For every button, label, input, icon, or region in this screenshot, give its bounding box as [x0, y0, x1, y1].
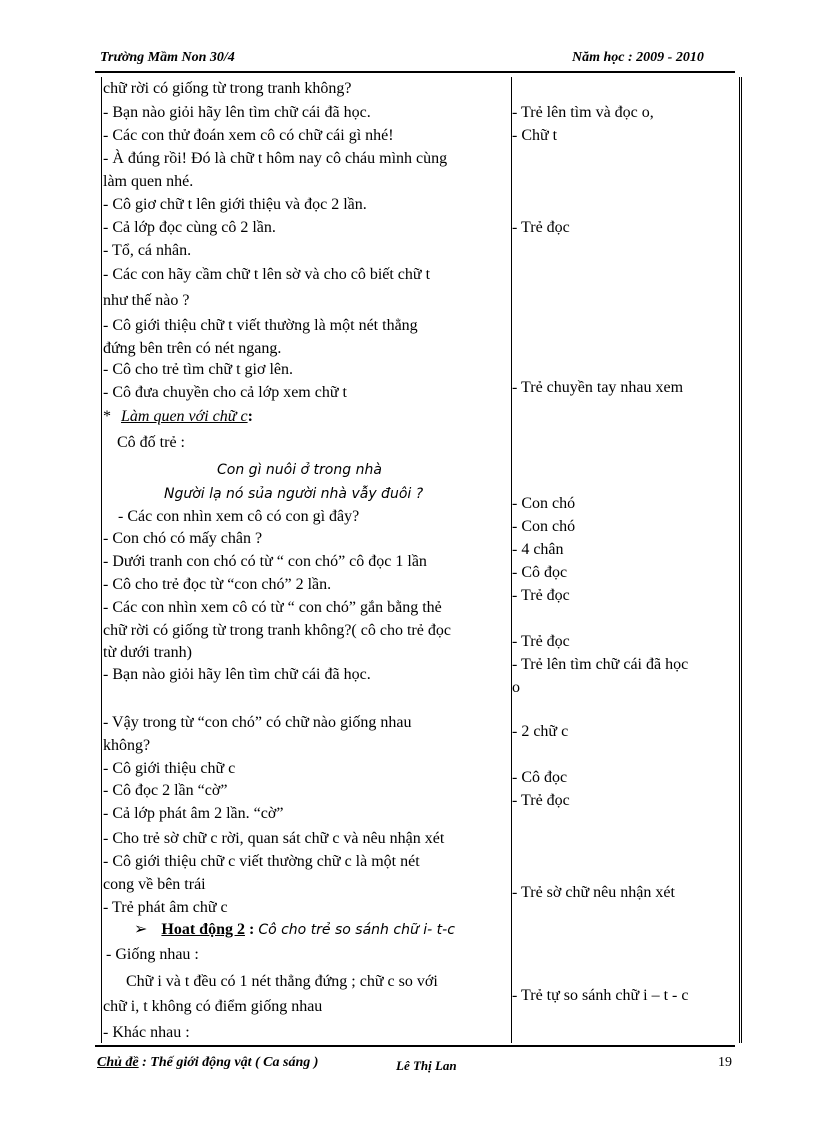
teacher-activity-line: - Các con nhìn xem cô có con gì đây?	[118, 508, 360, 525]
teacher-activity-line: - Tổ, cá nhân.	[103, 242, 192, 259]
child-activity-line: o	[512, 679, 520, 696]
activity-2-label: Hoat động 2	[161, 921, 245, 938]
child-activity-line: - Trẻ sờ chữ nêu nhận xét	[512, 884, 675, 901]
activity-2-heading	[134, 920, 455, 940]
teacher-activity-line: Chữ i và t đều có 1 nét thẳng đứng ; chữ c so với	[126, 973, 438, 990]
teacher-activity-line: - Cô giơ chữ t lên giới thiệu và đọc 2 lần.	[103, 196, 367, 213]
section-colon: :	[247, 408, 253, 425]
teacher-activity-line: - Cô giới thiệu chữ c	[103, 760, 236, 777]
footer-topic	[97, 1055, 318, 1071]
teacher-activity-line: - Cô cho trẻ tìm chữ t giơ lên.	[103, 361, 293, 378]
riddle-line-1: Con gì nuôi ở trong nhà	[217, 462, 382, 478]
teacher-activity-line: - Các con hãy cầm chữ t lên sờ và cho cô biết chữ t	[103, 266, 431, 283]
teacher-activity-line: làm quen nhé.	[103, 173, 194, 190]
child-activity-line: - Con chó	[512, 518, 576, 535]
riddle-intro: Cô đố trẻ :	[117, 434, 185, 451]
footer-topic-text: : Thế giới động vật ( Ca sáng )	[138, 1055, 319, 1070]
section-star: *	[103, 408, 111, 425]
child-activity-line: - 4 chân	[512, 541, 564, 558]
teacher-activity-line: - Vậy trong từ “con chó” có chữ nào giống nhau	[103, 714, 412, 731]
footer-author: Lê Thị Lan	[396, 1058, 457, 1073]
teacher-activity-line: cong về bên trái	[103, 876, 206, 893]
child-activity-line: - Chữ t	[512, 127, 558, 144]
child-activity-line: - Trẻ đọc	[512, 219, 570, 236]
teacher-activity-line: - Cô đưa chuyền cho cả lớp xem chữ t	[103, 384, 347, 401]
teacher-activity-line: - Trẻ phát âm chữ c	[103, 899, 228, 916]
activity-2-desc: Cô cho trẻ so sánh chữ i- t-c	[258, 922, 455, 938]
teacher-activity-line: - Giống nhau :	[106, 946, 199, 963]
teacher-activity-line: chữ i, t không có điểm giống nhau	[103, 998, 323, 1015]
teacher-activity-line: - Khác nhau :	[103, 1024, 190, 1041]
header-rule	[95, 71, 735, 73]
teacher-activity-line: - Bạn nào giỏi hãy lên tìm chữ cái đã học.	[103, 666, 371, 683]
teacher-activity-line: - Cô giới thiệu chữ c viết thường chữ c là một nét	[103, 853, 420, 870]
child-activity-line: - Con chó	[512, 495, 576, 512]
child-activity-line: - Trẻ lên tìm chữ cái đã học	[512, 656, 689, 673]
section-c-heading	[103, 407, 253, 427]
section-c-label: Làm quen với chữ c	[121, 408, 248, 425]
page-number: 19	[718, 1055, 732, 1070]
riddle-line-2: Người lạ nó sủa người nhà vẫy đuôi ?	[164, 486, 424, 502]
teacher-activity-line: đứng bên trên có nét ngang.	[103, 340, 282, 357]
child-activity-line: - Trẻ đọc	[512, 587, 570, 604]
child-activity-line: - Trẻ đọc	[512, 792, 570, 809]
teacher-activity-line: - Các con nhìn xem cô có từ “ con chó” gắn bằng thẻ	[103, 599, 442, 616]
teacher-activity-line: - Con chó có mấy chân ?	[103, 530, 263, 547]
child-activity-line: - Trẻ lên tìm và đọc o,	[512, 104, 654, 121]
teacher-activity-line: - Các con thử đoán xem cô có chữ cái gì nhé!	[103, 127, 394, 144]
arrow-bullet-icon: ➢	[134, 921, 148, 938]
teacher-activity-line: - Dưới tranh con chó có từ “ con chó” cô đọc 1 lần	[103, 553, 427, 570]
child-activity-line: - Cô đọc	[512, 769, 568, 786]
teacher-activity-line: - À đúng rồi! Đó là chữ t hôm nay cô cháu mình cùng	[103, 150, 448, 167]
teacher-activity-line: - Cô cho trẻ đọc từ “con chó” 2 lần.	[103, 576, 332, 593]
child-activity-line: - Trẻ chuyền tay nhau xem	[512, 379, 684, 396]
teacher-activity-line: chữ rời có giống từ trong tranh không?	[103, 80, 352, 97]
teacher-activity-line: - Cô đọc 2 lần “cờ”	[103, 782, 228, 799]
child-activity-line: - 2 chữ c	[512, 723, 569, 740]
footer-rule	[95, 1045, 735, 1047]
teacher-activity-line: như thế nào ?	[103, 292, 190, 309]
teacher-activity-line: chữ rời có giống từ trong tranh không?( cô cho trẻ đọc	[103, 622, 451, 639]
footer-topic-label: Chủ đề	[97, 1055, 139, 1070]
child-activity-line: - Trẻ tự so sánh chữ i – t - c	[512, 987, 689, 1004]
teacher-activity-line: - Cả lớp phát âm 2 lần. “cờ”	[103, 805, 284, 822]
teacher-activity-line: - Cả lớp đọc cùng cô 2 lần.	[103, 219, 276, 236]
activity-2-colon: :	[244, 921, 259, 938]
child-activity-line: - Trẻ đọc	[512, 633, 570, 650]
header-school: Trường Mầm Non 30/4	[100, 50, 235, 65]
teacher-activity-line: không?	[103, 737, 151, 754]
child-activity-line: - Cô đọc	[512, 564, 568, 581]
teacher-activity-line: - Bạn nào giỏi hãy lên tìm chữ cái đã học.	[103, 104, 371, 121]
teacher-activity-line: - Cho trẻ sờ chữ c rời, quan sát chữ c và nêu nhận xét	[103, 830, 445, 847]
teacher-activity-line: - Cô giới thiệu chữ t viết thường là một nét thẳng	[103, 317, 418, 334]
header-year: Năm học : 2009 - 2010	[572, 50, 704, 65]
teacher-activity-line: từ dưới tranh)	[103, 644, 192, 661]
